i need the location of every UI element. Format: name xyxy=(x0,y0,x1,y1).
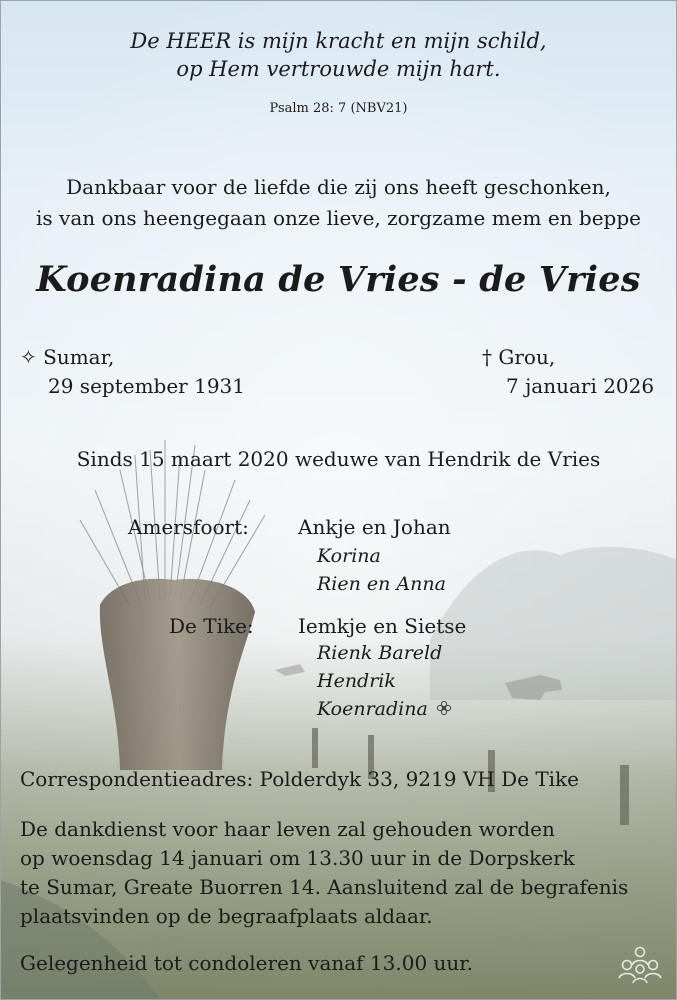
birth-block xyxy=(20,343,245,401)
intro-line-2: is van ons heengegaan onze lieve, zorgzame mem en beppe xyxy=(36,206,641,230)
death-place: Grou, xyxy=(498,345,556,369)
grandchild-name: Koenradina xyxy=(317,698,428,720)
service-line-3: te Sumar, Greate Buorren 14. Aansluitend zal de begrafenis xyxy=(20,875,629,899)
people-logo-icon xyxy=(615,945,665,987)
intro-text xyxy=(0,172,677,234)
death-block xyxy=(482,343,654,401)
family-place: De Tike: xyxy=(169,614,254,638)
grandchild: Rien en Anna xyxy=(317,573,446,595)
birth-place: Sumar, xyxy=(43,345,115,369)
verse-reference: Psalm 28: 7 (NBV21) xyxy=(269,101,408,116)
deceased-name: Koenradina de Vries - de Vries xyxy=(36,259,641,300)
service-line-4: plaatsvinden op de begraafplaats aldaar. xyxy=(20,904,433,928)
grandchild: Hendrik xyxy=(317,670,396,692)
grandchild xyxy=(317,698,452,720)
family-children: Ankje en Johan xyxy=(298,515,451,539)
birth-star-icon: ✧ xyxy=(20,345,37,369)
service-text xyxy=(20,815,628,931)
verse-line-2: op Hem vertrouwde mijn hart. xyxy=(176,57,501,81)
service-line-2: op woensdag 14 januari om 13.30 uur in de Dorpskerk xyxy=(20,846,575,870)
correspondence-address: Correspondentieadres: Polderdyk 33, 9219 VH De Tike xyxy=(20,767,580,791)
service-line-1: De dankdienst voor haar leven zal gehouden worden xyxy=(20,817,555,841)
grandchild: Rienk Bareld xyxy=(317,642,443,664)
flower-icon xyxy=(436,700,452,716)
family-children: Iemkje en Sietse xyxy=(298,614,467,638)
death-date: 7 januari 2026 xyxy=(506,374,655,398)
grandchild: Korina xyxy=(317,545,381,567)
family-place: Amersfoort: xyxy=(128,515,249,539)
intro-line-1: Dankbaar voor de liefde die zij ons heeft geschonken, xyxy=(66,175,611,199)
verse xyxy=(0,27,677,83)
verse-line-1: De HEER is mijn kracht en mijn schild, xyxy=(130,29,547,53)
birth-date: 29 september 1931 xyxy=(48,374,246,398)
death-cross-icon: † xyxy=(482,345,492,369)
widow-line: Sinds 15 maart 2020 weduwe van Hendrik de Vries xyxy=(76,447,601,471)
condolence-text: Gelegenheid tot condoleren vanaf 13.00 uur. xyxy=(20,951,474,975)
